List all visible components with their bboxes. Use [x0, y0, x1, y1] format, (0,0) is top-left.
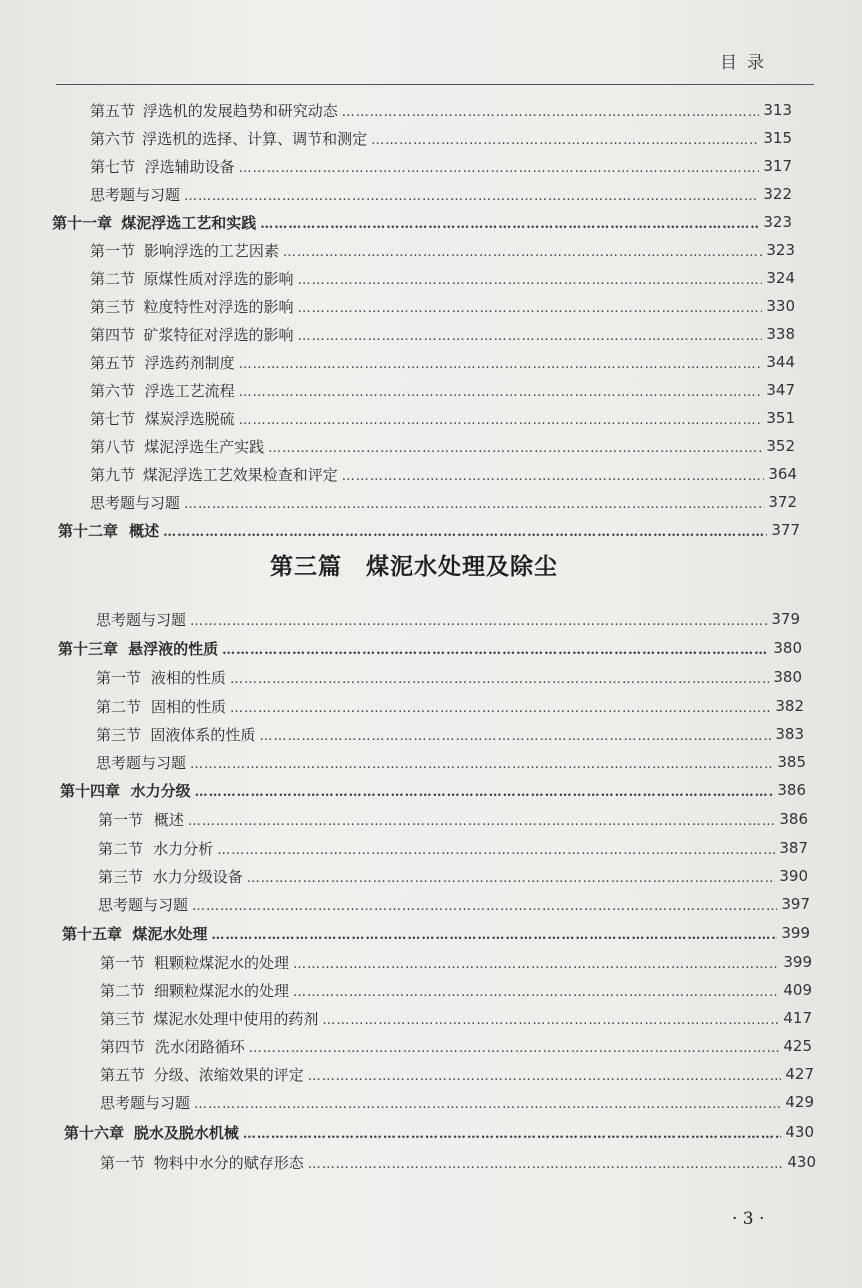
dot-leader [249, 1041, 780, 1056]
section-number: 第一节 [100, 1153, 146, 1172]
toc-section-row [90, 350, 795, 374]
page-number: 351 [766, 409, 795, 427]
section-title: 煤泥浮选工艺效果检查和评定 [142, 465, 338, 484]
section-title: 固相的性质 [150, 697, 226, 716]
page-number: 315 [763, 129, 792, 147]
section-number: 第一节 [98, 810, 144, 829]
dot-leader [243, 1127, 781, 1142]
chapter-title: 水力分级 [130, 781, 191, 800]
dot-leader [211, 928, 777, 943]
toc-section-row [96, 694, 804, 718]
dot-leader [308, 1157, 784, 1172]
section-number: 第三节 [100, 1009, 146, 1028]
section-title: 浮选工艺流程 [144, 381, 235, 400]
dot-leader [371, 133, 759, 148]
chapter-title: 概述 [129, 521, 160, 540]
dot-leader [222, 643, 769, 658]
page-number: 399 [781, 924, 810, 942]
page-number: 380 [773, 639, 802, 657]
chapter-number: 第十二章 [58, 521, 119, 540]
dot-leader [188, 814, 776, 829]
section-number: 第八节 [90, 437, 136, 456]
page-number: 430 [787, 1153, 816, 1171]
dot-leader [298, 301, 763, 316]
page-number: 322 [763, 185, 792, 203]
page-number: 364 [768, 465, 797, 483]
section-title: 概述 [153, 810, 184, 829]
section-title: 浮选机的选择、计算、调节和测定 [142, 129, 368, 148]
toc-section-row [90, 406, 795, 430]
toc-exercise-row [90, 182, 792, 206]
dot-leader [259, 729, 771, 744]
dot-leader [239, 161, 760, 176]
toc-section-row [90, 238, 795, 262]
toc-section-row [98, 864, 808, 888]
toc-section-row [100, 950, 812, 974]
dot-leader [342, 469, 765, 484]
chapter-number: 第十五章 [62, 924, 123, 943]
dot-leader [195, 785, 774, 800]
dot-leader [194, 1097, 781, 1112]
chapter-number: 第十六章 [64, 1123, 125, 1142]
page-number: 338 [766, 325, 795, 343]
page-number: 344 [766, 353, 795, 371]
section-number: 第五节 [100, 1065, 146, 1084]
toc-section-row [90, 154, 792, 178]
toc-section-row [100, 1062, 814, 1086]
page-number: 372 [768, 493, 797, 511]
toc-section-row [98, 807, 808, 831]
toc-section-row [100, 1150, 816, 1174]
part-heading [270, 548, 630, 581]
page-number: 387 [779, 839, 808, 857]
dot-leader [184, 189, 759, 204]
dot-leader [217, 843, 775, 858]
chapter-title: 煤泥浮选工艺和实践 [121, 213, 257, 232]
page-number: 399 [783, 953, 812, 971]
page-number-footer: · 3 · [732, 1209, 765, 1229]
section-title: 浮选机的发展趋势和研究动态 [142, 101, 338, 120]
toc-section-row [100, 1006, 812, 1030]
section-title: 洗水闭路循环 [154, 1037, 245, 1056]
page-number: 430 [785, 1123, 814, 1141]
header-rule [56, 84, 814, 85]
toc-chapter-row [52, 210, 792, 234]
section-number: 第六节 [90, 381, 136, 400]
page-number: 323 [766, 241, 795, 259]
section-number: 第三节 [96, 725, 142, 744]
dot-leader [184, 497, 764, 512]
toc-section-row [90, 294, 795, 318]
dot-leader [163, 525, 767, 540]
chapter-number: 第十三章 [58, 639, 119, 658]
section-title: 固液体系的性质 [150, 725, 256, 744]
section-number: 第七节 [90, 409, 136, 428]
section-title: 影响浮选的工艺因素 [143, 241, 279, 260]
page-number: 385 [777, 753, 806, 771]
toc-section-row [98, 836, 808, 860]
section-title: 思考题与习题 [96, 610, 187, 629]
toc-section-row [90, 126, 792, 150]
toc-section-row [90, 434, 795, 458]
toc-section-row [90, 322, 795, 346]
section-title: 水力分析 [153, 839, 214, 858]
section-number: 第九节 [90, 465, 136, 484]
section-number: 第二节 [100, 981, 146, 1000]
dot-leader [239, 413, 763, 428]
dot-leader [293, 985, 779, 1000]
dot-leader [192, 899, 777, 914]
toc-section-row [100, 1034, 812, 1058]
section-title: 原煤性质对浮选的影响 [143, 269, 294, 288]
toc-chapter-row [58, 636, 802, 660]
section-title: 煤炭浮选脱硫 [144, 409, 235, 428]
chapter-number: 第十一章 [52, 213, 113, 232]
section-number: 第一节 [90, 241, 136, 260]
section-number: 第五节 [90, 353, 136, 372]
chapter-title: 悬浮液的性质 [128, 639, 219, 658]
part-number: 第三篇 [270, 554, 342, 580]
page-number: 429 [785, 1093, 814, 1111]
page-number: 417 [783, 1009, 812, 1027]
chapter-title: 煤泥水处理 [132, 924, 208, 943]
page-number: 317 [763, 157, 792, 175]
section-title: 思考题与习题 [90, 493, 181, 512]
page-number: 324 [766, 269, 795, 287]
page-number: 379 [771, 610, 800, 628]
dot-leader [260, 217, 759, 232]
page-number: 323 [763, 213, 792, 231]
page-number: 397 [781, 895, 810, 913]
section-title: 液相的性质 [150, 668, 226, 687]
page-number: 383 [775, 725, 804, 743]
toc-section-row [90, 98, 792, 122]
page-number: 352 [766, 437, 795, 455]
toc-exercise-row [100, 1090, 814, 1114]
section-number: 第二节 [98, 839, 144, 858]
section-title: 物料中水分的赋存形态 [153, 1153, 304, 1172]
section-number: 第七节 [90, 157, 136, 176]
section-number: 第一节 [100, 953, 146, 972]
toc-exercise-row [96, 607, 800, 631]
page-number: 330 [766, 297, 795, 315]
page-number: 386 [779, 810, 808, 828]
chapter-title: 脱水及脱水机械 [133, 1123, 239, 1142]
section-title: 煤泥水处理中使用的药剂 [153, 1009, 319, 1028]
part-title: 煤泥水处理及除尘 [366, 554, 558, 580]
page-number: 313 [763, 101, 792, 119]
section-title: 思考题与习题 [98, 895, 189, 914]
dot-leader [298, 273, 763, 288]
dot-leader [190, 614, 767, 629]
section-title: 水力分级设备 [152, 867, 243, 886]
toc-chapter-row [64, 1120, 814, 1144]
page-number: 380 [773, 668, 802, 686]
page-number: 347 [766, 381, 795, 399]
section-number: 第六节 [90, 129, 136, 148]
toc-chapter-row [62, 921, 810, 945]
toc-exercise-row [96, 750, 806, 774]
section-number: 第五节 [90, 101, 136, 120]
dot-leader [230, 701, 771, 716]
section-number: 第一节 [96, 668, 142, 687]
page-number: 427 [785, 1065, 814, 1083]
chapter-number: 第十四章 [60, 781, 121, 800]
page-number: 409 [783, 981, 812, 999]
page-number: 382 [775, 697, 804, 715]
section-title: 分级、浓缩效果的评定 [153, 1065, 304, 1084]
toc-section-row [96, 665, 802, 689]
page-number: 386 [777, 781, 806, 799]
dot-leader [308, 1069, 782, 1084]
section-number: 第四节 [100, 1037, 146, 1056]
page-number: 425 [783, 1037, 812, 1055]
toc-chapter-row [60, 778, 806, 802]
section-title: 浮选药剂制度 [144, 353, 235, 372]
toc-chapter-row [58, 518, 800, 542]
section-number: 第四节 [90, 325, 136, 344]
section-title: 思考题与习题 [100, 1093, 191, 1112]
running-header: 目录 [720, 53, 774, 73]
section-number: 第二节 [96, 697, 142, 716]
toc-section-row [96, 722, 804, 746]
dot-leader [298, 329, 763, 344]
page-number: 377 [771, 521, 800, 539]
section-number: 第二节 [90, 269, 136, 288]
section-title: 浮选辅助设备 [144, 157, 235, 176]
toc-section-row [90, 462, 797, 486]
toc-exercise-row [98, 892, 810, 916]
section-title: 思考题与习题 [90, 185, 181, 204]
dot-leader [342, 105, 760, 120]
section-number: 第三节 [98, 867, 144, 886]
section-title: 矿浆特征对浮选的影响 [143, 325, 294, 344]
section-title: 细颗粒煤泥水的处理 [153, 981, 289, 1000]
section-title: 思考题与习题 [96, 753, 187, 772]
dot-leader [268, 441, 762, 456]
dot-leader [239, 357, 763, 372]
dot-leader [239, 385, 763, 400]
dot-leader [293, 957, 779, 972]
section-number: 第三节 [90, 297, 136, 316]
dot-leader [190, 757, 773, 772]
toc-section-row [90, 266, 795, 290]
dot-leader [322, 1013, 779, 1028]
toc-section-row [90, 378, 795, 402]
section-title: 粗颗粒煤泥水的处理 [153, 953, 289, 972]
toc-section-row [100, 978, 812, 1002]
dot-leader [283, 245, 763, 260]
section-title: 煤泥浮选生产实践 [144, 437, 265, 456]
page-number: 390 [779, 867, 808, 885]
dot-leader [230, 672, 769, 687]
dot-leader [247, 871, 776, 886]
toc-exercise-row [90, 490, 797, 514]
section-title: 粒度特性对浮选的影响 [143, 297, 294, 316]
